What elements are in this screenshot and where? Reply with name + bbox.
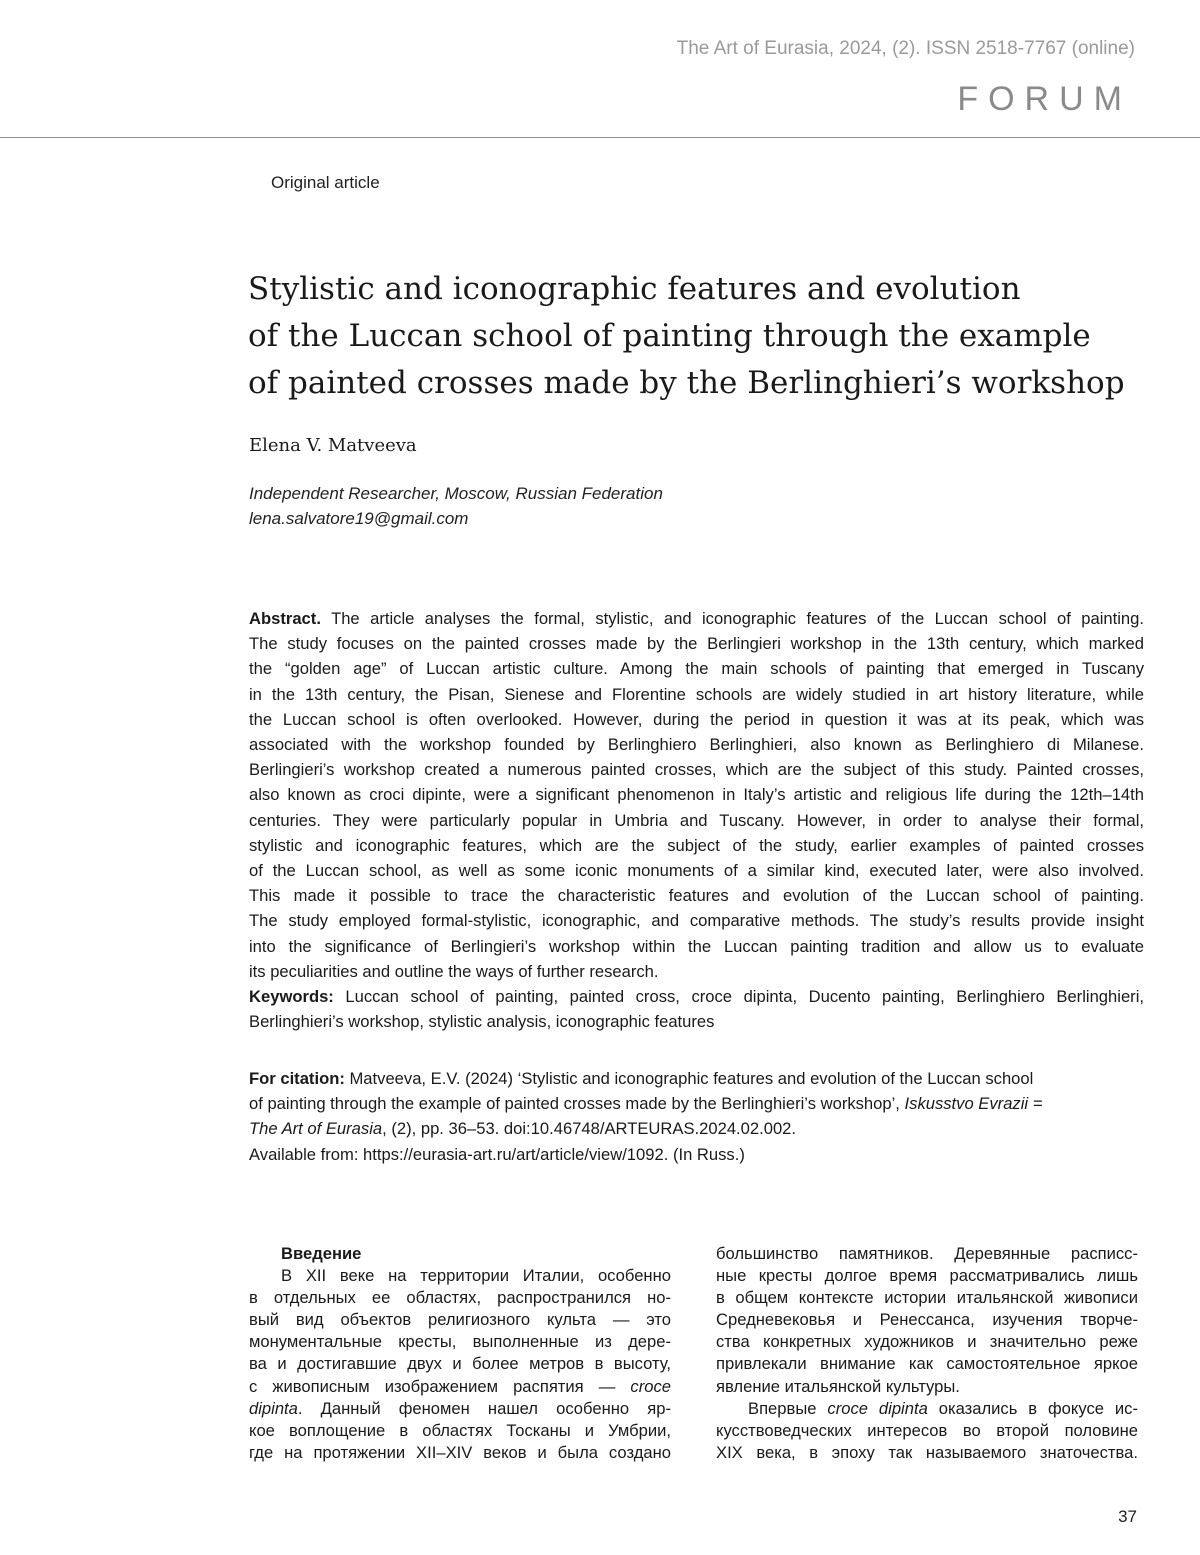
body-line: привлекали внимание как самостоятельное яркое [716, 1354, 1138, 1374]
page-number: 37 [1118, 1507, 1137, 1526]
body-line: где на протяжении XII–XIV веков и была создано [249, 1442, 671, 1462]
body-line: в общем контексте истории итальянской живописи [716, 1288, 1138, 1308]
section-name: FORUM [957, 80, 1132, 118]
citation-journal-name: Iskusstvo Evrazii = [904, 1094, 1043, 1114]
body-italic-term: dipinta [249, 1398, 298, 1418]
body-text: . Данный феномен нашел особенно яр- [297, 1398, 671, 1418]
abstract-label: Abstract. [249, 609, 321, 628]
title-line: Stylistic and iconographic features and evolution [248, 271, 1021, 307]
affiliation: Independent Researcher, Moscow, Russian Federation [249, 484, 663, 503]
citation-journal-name: The Art of Eurasia [249, 1119, 383, 1139]
citation-url-line[interactable]: Available from: https://eurasia-art.ru/art/article/view/1092. (In Russ.) [249, 1144, 745, 1164]
body-column-left [249, 1243, 671, 1464]
abstract-line: also known as croci dipinte, were a significant phenomenon in Italy’s artistic and religious life during the 12th–14th [249, 785, 1144, 805]
body-line [249, 1398, 671, 1420]
body-line: ные кресты долгое время рассматривались лишь [716, 1266, 1138, 1286]
citation-text: Matveeva, E.V. (2024) ‘Stylistic and iconographic features and evolution of the Luccan school [344, 1069, 1034, 1088]
citation-block [249, 1066, 1149, 1167]
citation-line [249, 1066, 1149, 1091]
body-line: ства конкретных художников и значительно реже [716, 1332, 1138, 1352]
abstract-line: The study employed formal-stylistic, iconographic, and comparative methods. The study’s results provide insight [249, 911, 1144, 931]
body-line: Средневековья и Ренессанса, изучения творче- [716, 1310, 1138, 1330]
section-heading: Введение [281, 1244, 362, 1263]
article-title [248, 266, 1148, 407]
abstract-line: the “golden age” of Luccan artistic culture. Among the main schools of painting that emerged in Tuscany [249, 659, 1144, 679]
abstract-line: The study focuses on the painted crosses made by the Berlingieri workshop in the 13th century, which marked [249, 634, 1144, 654]
author-affiliation-block [249, 481, 663, 531]
journal-citation-line: The Art of Eurasia, 2024, (2). ISSN 2518-7767 (online) [676, 38, 1135, 59]
keywords-line: Berlinghieri’s workshop, stylistic analysis, iconographic features [249, 1012, 715, 1032]
body-line: В XII веке на территории Италии, особенно [281, 1266, 671, 1286]
body-line: монументальные кресты, выполненные из дере- [249, 1332, 671, 1352]
keywords-label: Keywords: [249, 987, 334, 1007]
body-line: вый вид объектов религиозного культа — это [249, 1310, 671, 1330]
abstract-line: centuries. They were particularly popular in Umbria and Tuscany. However, in order to analyse their formal, [249, 810, 1144, 830]
body-text: Впервые [748, 1398, 828, 1418]
title-line: of painted crosses made by the Berlinghieri’s workshop [248, 365, 1125, 401]
abstract-line: stylistic and iconographic features, which are the subject of the study, earlier examples of painted crosses [249, 835, 1144, 855]
body-line: кусствоведческих интересов во второй половине [716, 1420, 1138, 1440]
abstract-line [249, 606, 1144, 631]
abstract-line: of the Luccan school, as well as some iconic monuments of a similar kind, executed later, were also involved. [249, 861, 1144, 881]
body-line [716, 1398, 1138, 1420]
abstract-line: associated with the workshop founded by Berlinghiero Berlinghieri, also known as Berlinghiero di Milanese. [249, 735, 1144, 755]
keywords-text: Luccan school of painting, painted cross, croce dipinta, Ducento painting, Berlinghiero Berlinghieri, [333, 987, 1144, 1007]
citation-label: For citation: [249, 1069, 345, 1088]
body-line [249, 1376, 671, 1398]
abstract-line: into the significance of Berlingieri’s workshop within the Luccan painting tradition and allow us to evaluate [249, 936, 1144, 956]
citation-line [249, 1091, 1149, 1116]
body-column-right [716, 1243, 1138, 1464]
author-name: Elena V. Matveeva [249, 435, 417, 456]
citation-text: of painting through the example of painted crosses made by the Berlinghieri’s workshop’, [249, 1094, 905, 1114]
citation-line [249, 1116, 1149, 1141]
abstract-line: in the 13th century, the Pisan, Sienese and Florentine schools are widely studied in art history literature, while [249, 684, 1144, 704]
body-text: с живописным изображением распятия — [249, 1376, 631, 1396]
body-line: ва и достигавшие двух и более метров в высоту, [249, 1354, 671, 1374]
abstract-line: its peculiarities and outline the ways of further research. [249, 961, 659, 981]
body-italic-term: croce dipinta [827, 1398, 928, 1418]
author-email[interactable]: lena.salvatore19@gmail.com [249, 509, 469, 528]
article-type-label: Original article [271, 173, 380, 192]
body-line: XIX века, в эпоху так называемого знаточества. [716, 1442, 1138, 1462]
title-line: of the Luccan school of painting through the example [248, 318, 1091, 354]
keywords-line [249, 984, 1144, 1009]
abstract-text: The article analyses the formal, stylistic, and iconographic features of the Luccan school of painting. [320, 609, 1144, 628]
body-line: кое воплощение в областях Тосканы и Умбрии, [249, 1420, 671, 1440]
body-line: большинство памятников. Деревянные расписс- [716, 1244, 1138, 1263]
abstract-line: This made it possible to trace the characteristic features and evolution of the Luccan school of painting. [249, 886, 1144, 906]
abstract-line: Berlingieri’s workshop created a numerous painted crosses, which are the subject of this study. Painted crosses, [249, 760, 1144, 780]
body-line: явление итальянской культуры. [716, 1376, 960, 1396]
header-divider [0, 137, 1200, 138]
abstract-line: the Luccan school is often overlooked. However, during the period in question it was at its peak, which was [249, 709, 1144, 729]
abstract-block [249, 606, 1144, 1034]
body-line: в отдельных ее областях, распространился но- [249, 1288, 671, 1308]
citation-text: , (2), pp. 36–53. doi:10.46748/ARTEURAS.2024.02.002. [382, 1119, 797, 1139]
body-text: оказались в фокусе ис- [927, 1398, 1138, 1418]
body-italic-term: croce [630, 1376, 671, 1396]
